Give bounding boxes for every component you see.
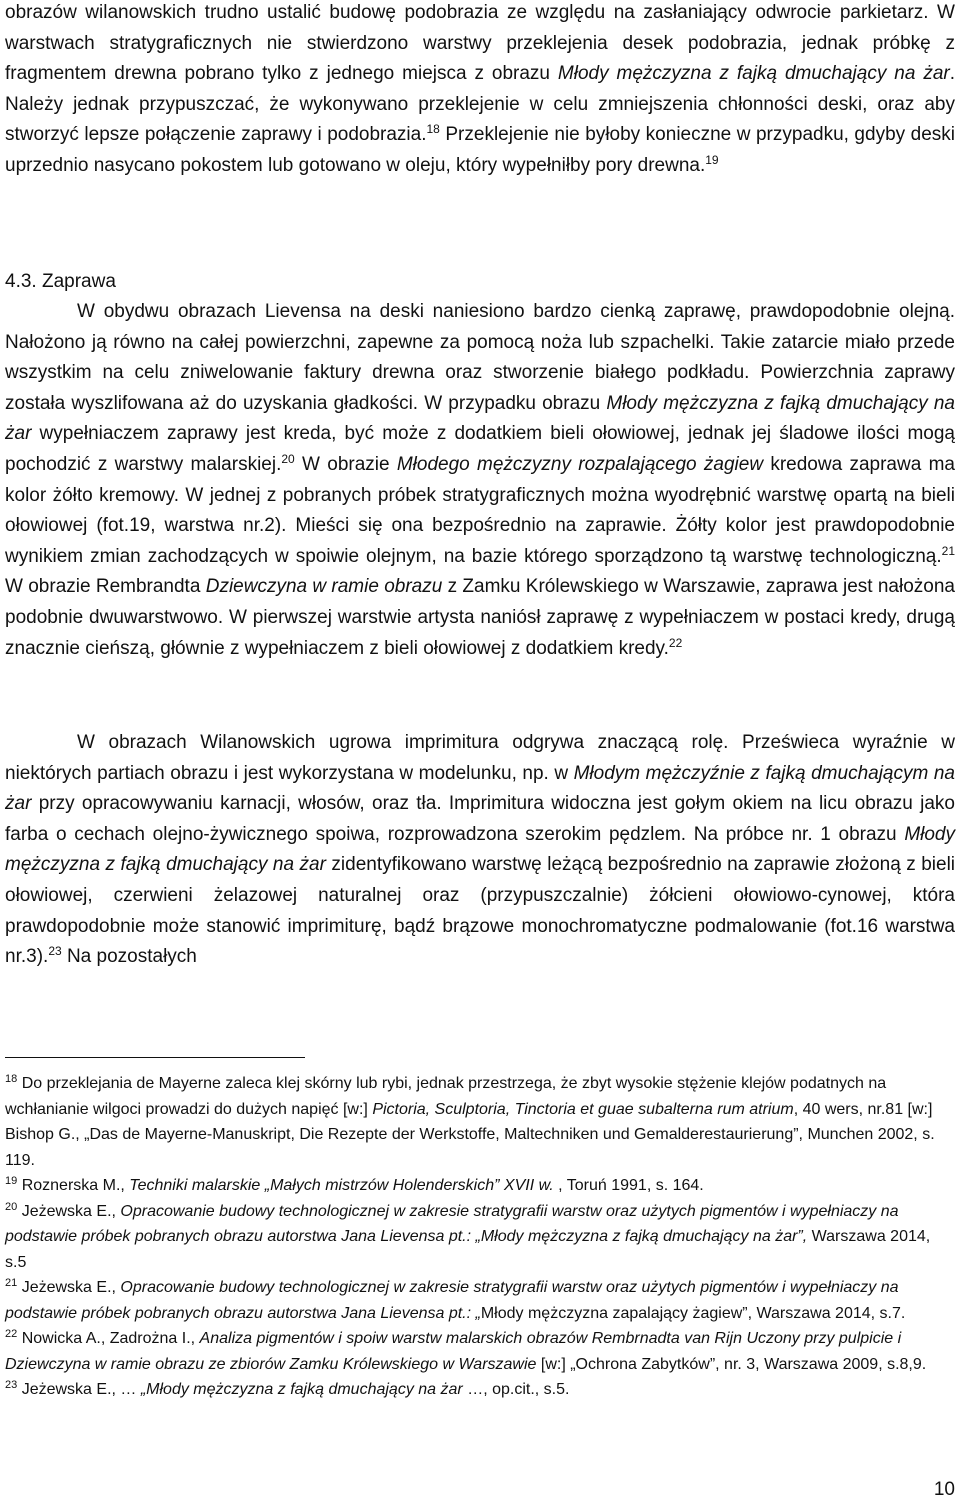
footnote-18: [5, 1071, 955, 1173]
footnote-number: 18: [5, 1073, 18, 1085]
footnote-ref[interactable]: 23: [48, 944, 62, 959]
text-run: kredowa zaprawa ma kolor żółto kremowy. W jednej z pobranych próbek stratygraficznych można wyodrębnić warstwę opartą na bieli ołowiowej (fot.19, warstwa nr.2). Mieści się ona bezpośrednio na zaprawie. Żółty kolor jest prawdopodobnie wynikiem zmian zachodzących w spoiwie olejnym, na bazie którego sporządzono tą warstwę technologiczną.: [5, 453, 955, 567]
text-run: . Należy jednak przypuszczać, że wykonywano przeklejenie w celu zmniejszenia chłonności deski, oraz aby stworzyć lepsze połączenie zaprawy i podobrazia.: [5, 63, 955, 146]
text-run: W obrazie Rembrandta: [5, 576, 206, 598]
footnote-italic: Opracowanie budowy technologicznej w zakresie stratygrafii warstw oraz użytych pigmentów i wypełniaczy na podstawie próbek pobranych obrazu autorstwa Jana Lievensa pt.: „: [5, 1279, 899, 1322]
text-run: zidentyfikowano warstwę leżącą bezpośrednio na zaprawie złożoną z bieli ołowiowej, czerwieni żelazowej naturalnej oraz (przypuszczalnie) żółcieni ołowiowo-cynowej, która prawdopodobnie może stanowić imprimiturę, bądź brązowe monochromatyczne podmalowanie (fot.16 warstwa nr.3).: [5, 854, 956, 968]
footnote-ref[interactable]: 21: [941, 543, 955, 558]
footnote-19: [5, 1173, 955, 1199]
footnote-text: , Toruń 1991, s. 164.: [553, 1177, 704, 1194]
text-run: W obrazie: [294, 453, 397, 475]
footnote-ref[interactable]: 22: [668, 635, 683, 650]
footnote-text: …, op.cit., s.5.: [462, 1381, 570, 1398]
footnote-text: Nowicka A., Zadrożna I.,: [17, 1330, 200, 1347]
footnote-number: 21: [5, 1277, 18, 1289]
footnote-number: 22: [5, 1328, 18, 1340]
footnote-italic: „Młody mężczyzna z fajką dmuchający na żar: [140, 1381, 463, 1398]
footnote-number: 23: [5, 1379, 18, 1391]
footnote-separator: [5, 1057, 305, 1058]
footnote-italic: Opracowanie budowy technologicznej w zakresie stratygrafii warstw oraz użytych pigmentów i wypełniaczy na podstawie próbek pobranych obrazu autorstwa Jana Lievensa pt.: „Młody mężczyzna z fajką dmuchający na żar”,: [5, 1202, 899, 1245]
footnote-italic: Analiza pigmentów i spoiw warstw malarskich obrazów Rembrnadta van Rijn Uczony przy pulpicie i Dziewczyna w ramie obrazu ze zbiorów Zamku Królewskiego w Warszawie: [5, 1330, 902, 1373]
footnote-text: Jeżewska E.,: [17, 1202, 121, 1220]
footnotes: [5, 1071, 955, 1403]
footnote-italic: Techniki malarskie „Małych mistrzów Holenderskich” XVII w.: [129, 1177, 554, 1194]
footnote-text: Do przeklejania de Mayerne zaleca klej skórny lub rybi, jednak przestrzega, że zbyt wysokie stężenie klejów podatnych na wchłanianie wilgoci prowadzi do dużych napięć [w:]: [5, 1075, 887, 1118]
section-heading: 4.3. Zaprawa: [5, 271, 116, 292]
page-number: 10: [933, 1479, 955, 1500]
painting-title: Młodym mężczyźnie z fajką dmuchającym na żar: [5, 762, 955, 815]
footnote-23: [5, 1377, 955, 1403]
body-paragraph-2: [5, 297, 955, 664]
text-run: wypełniaczem zaprawy jest kreda, być może z dodatkiem bieli ołowiowej, jednak jej śladowe ilości mogą pochodzić z warstwy malarskiej.: [5, 423, 955, 475]
footnote-text: Młody mężczyzna zapalający żagiew”, Warszawa 2014, s.7.: [480, 1304, 906, 1322]
footnote-number: 20: [5, 1200, 18, 1213]
footnote-number: 19: [5, 1175, 18, 1187]
footnote-text: [w:] „Ochrona Zabytków”, nr. 3, Warszawa 2009, s.8,9.: [536, 1355, 927, 1373]
painting-title: Młody mężczyzna z fajką dmuchający na żar: [5, 823, 955, 876]
footnote-ref[interactable]: 20: [281, 451, 295, 466]
painting-title: Młodego mężczyzny rozpalającego żagiew: [396, 453, 764, 475]
text-run: przy opracowywaniu karnacji, włosów, oraz tła. Imprimitura widoczna jest gołym okiem na licu obrazu jako farba o cechach olejno-żywicznego spoiwa, rozprowadzona szerokim pędzlem. Na próbce nr. 1 obrazu: [5, 793, 955, 845]
painting-title: Młody mężczyzna z fajką dmuchający na żar: [557, 63, 950, 85]
footnote-21: [5, 1275, 955, 1326]
text-run: z Zamku Królewskiego w Warszawie, zaprawa jest nałożona podobnie dwuwarstwowo. W pierwszej warstwie artysta naniósł zaprawę z wypełniaczem w postaci kredy, drugą znacznie cieńszą, głównie z wypełniaczem z bieli ołowiowej z dodatkiem kredy.: [5, 576, 955, 659]
footnote-text: , 40 wers, nr.81 [w:] Bishop G., „Das de Mayerne-Manuskript, Die Rezepte der Werkstoffe, Maltechniken und Gemalderestaurierung”, Munchen 2002, s. 119.: [5, 1100, 935, 1169]
footnote-text: Warszawa 2014, s.5: [5, 1228, 931, 1271]
footnote-text: Jeżewska E.,: [17, 1279, 121, 1296]
body-paragraph-3: [5, 728, 955, 973]
footnote-20: [5, 1199, 955, 1276]
painting-title: Dziewczyna w ramie obrazu: [205, 576, 443, 598]
footnote-22: [5, 1326, 955, 1377]
body-paragraph-1: [5, 0, 955, 182]
footnote-ref[interactable]: 19: [705, 152, 719, 167]
footnote-text: Jeżewska E., …: [17, 1381, 141, 1398]
text-run: Przeklejenie nie byłoby konieczne w przypadku, gdyby deski uprzednio nasycano pokostem lub gotowano w oleju, który wypełniłby pory drewna.: [5, 124, 956, 176]
footnote-italic: Pictoria, Sculptoria, Tinctoria et guae subalterna rum atrium: [372, 1100, 794, 1118]
text-run: obrazów wilanowskich trudno ustalić budowę podobrazia ze względu na zasłaniający odwrocie parkietarz. W warstwach stratygraficznych nie stwierdzono warstwy przeklejenia desek podobrazia, jednak próbkę z fragmentem drewna pobrano tylko z jednego miejsca z obrazu: [5, 2, 955, 85]
footnote-ref[interactable]: 18: [426, 122, 440, 137]
footnote-text: Roznerska M.,: [17, 1177, 130, 1194]
text-run: Na pozostałych: [61, 946, 197, 968]
painting-title: Młody mężczyzna z fajką dmuchający na żar: [5, 392, 955, 445]
text-run: W obrazach Wilanowskich ugrowa imprimitura odgrywa znaczącą rolę. Prześwieca wyraźnie w niektórych partiach obrazu i jest wykorzystana w modelunku, np. w: [5, 732, 955, 784]
text-run: W obydwu obrazach Lievensa na deski naniesiono bardzo cienką zaprawę, prawdopodobnie olejną. Nałożono ją równo na całej powierzchni, zapewne za pomocą noża lub szpachelki. Takie zatarcie miało przede wszystkim na celu zniwelowanie faktury drewna oraz stworzenie białego podkładu. Powierzchnia zaprawy została wyszlifowana aż do uzyskania gładkości. W przypadku obrazu: [5, 301, 955, 414]
